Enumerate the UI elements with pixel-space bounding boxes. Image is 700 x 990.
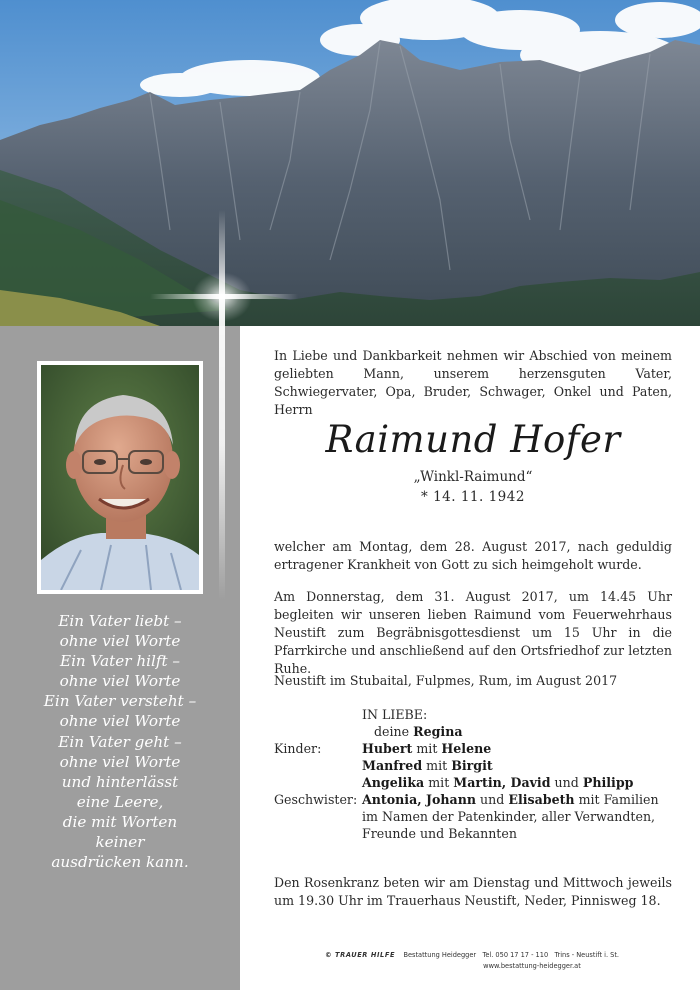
poem xyxy=(0,611,240,872)
family-name: Antonia, Johann xyxy=(362,792,477,807)
family-text: und xyxy=(480,792,505,807)
family-name: Helene xyxy=(441,741,492,756)
family-text: deine xyxy=(374,724,410,739)
rosary-text: Den Rosenkranz beten wir am Dienstag und Mittwoch jeweils um 19.30 Uhr im Trauerhaus Neustift, Neder, Pinnisweg 18. xyxy=(274,875,672,908)
poem-line: ausdrücken kann. xyxy=(51,853,189,872)
deceased-name: Raimund Hofer xyxy=(325,418,621,461)
poem-line: Ein Vater versteht – xyxy=(43,692,197,711)
family-text: Freunde und Bekannten xyxy=(362,826,517,841)
family-text: und xyxy=(554,775,579,790)
siblings-label: Geschwister: xyxy=(274,792,358,807)
poem-line: ohne viel Worte xyxy=(59,672,181,691)
family-list xyxy=(274,706,672,842)
family-text: im Namen der Patenkinder, aller Verwandten, xyxy=(362,809,656,824)
funeral-text: Am Donnerstag, dem 31. August 2017, um 14.45 Uhr begleiten wir unseren lieben Raimund vom Feuerwehrhaus Neustift zum Begräbnisgottesdienst um 15 Uhr in die Pfarrkirche und anschließend auf den Ortsfriedhof zur letzten Ruhe. xyxy=(274,589,672,676)
family-name: Elisabeth xyxy=(508,792,575,807)
footer-location: Trins - Neustift i. St. xyxy=(554,951,620,959)
poem-line: ohne viel Worte xyxy=(59,632,181,651)
poem-line: Ein Vater liebt – xyxy=(58,612,182,630)
poem-line: ohne viel Worte xyxy=(59,752,181,771)
family-text: mit xyxy=(416,741,438,756)
footer-phone: Tel. 050 17 17 - 110 xyxy=(482,951,549,959)
footer-url[interactable]: www.bestattung-heidegger.at xyxy=(483,962,581,970)
poem-line: die mit Worten xyxy=(62,812,178,831)
poem-line: keiner xyxy=(95,833,145,852)
family-name: Martin, David xyxy=(453,775,551,790)
death-text: welcher am Montag, dem 28. August 2017, nach geduldig ertragener Krankheit von Gott zu sich heimgeholt wurde. xyxy=(274,539,672,572)
family-text: mit Familien xyxy=(578,792,659,807)
intro-text: In Liebe und Dankbarkeit nehmen wir Abschied von meinem geliebten Mann, unserem herzensguten Vater, Schwiegervater, Opa, Bruder, Schwager, Onkel und Paten, Herrn xyxy=(274,348,672,417)
family-name: Hubert xyxy=(362,741,413,756)
birth-date: * 14. 11. 1942 xyxy=(421,489,525,505)
funeral-logo: © TRAUER HILFE xyxy=(324,951,396,959)
place-date: Neustift im Stubaital, Fulpmes, Rum, im August 2017 xyxy=(274,673,618,688)
family-name: Manfred xyxy=(362,758,423,773)
family-name: Angelika xyxy=(362,775,425,790)
footer-company: Bestattung Heidegger xyxy=(403,951,477,959)
poem-line: Ein Vater geht – xyxy=(58,732,182,751)
children-label: Kinder: xyxy=(274,741,322,756)
nickname: „Winkl-Raimund“ xyxy=(413,469,533,485)
family-name: Birgit xyxy=(451,758,493,773)
light-cross-horizontal xyxy=(150,294,298,299)
family-text: mit xyxy=(428,775,450,790)
poem-line: ohne viel Worte xyxy=(59,712,181,731)
family-name: Philipp xyxy=(582,775,634,790)
family-heading: IN LIEBE: xyxy=(362,707,428,722)
poem-line: eine Leere, xyxy=(76,792,164,811)
portrait-frame xyxy=(37,361,203,594)
poem-line: Ein Vater hilft – xyxy=(59,652,180,671)
family-text: mit xyxy=(426,758,448,773)
portrait-photo xyxy=(41,365,199,590)
family-name: Regina xyxy=(413,724,463,739)
mountain-banner-image xyxy=(0,0,700,326)
light-cross-vertical xyxy=(219,210,225,600)
poem-line: und hinterlässt xyxy=(61,772,179,791)
footer xyxy=(270,950,674,972)
